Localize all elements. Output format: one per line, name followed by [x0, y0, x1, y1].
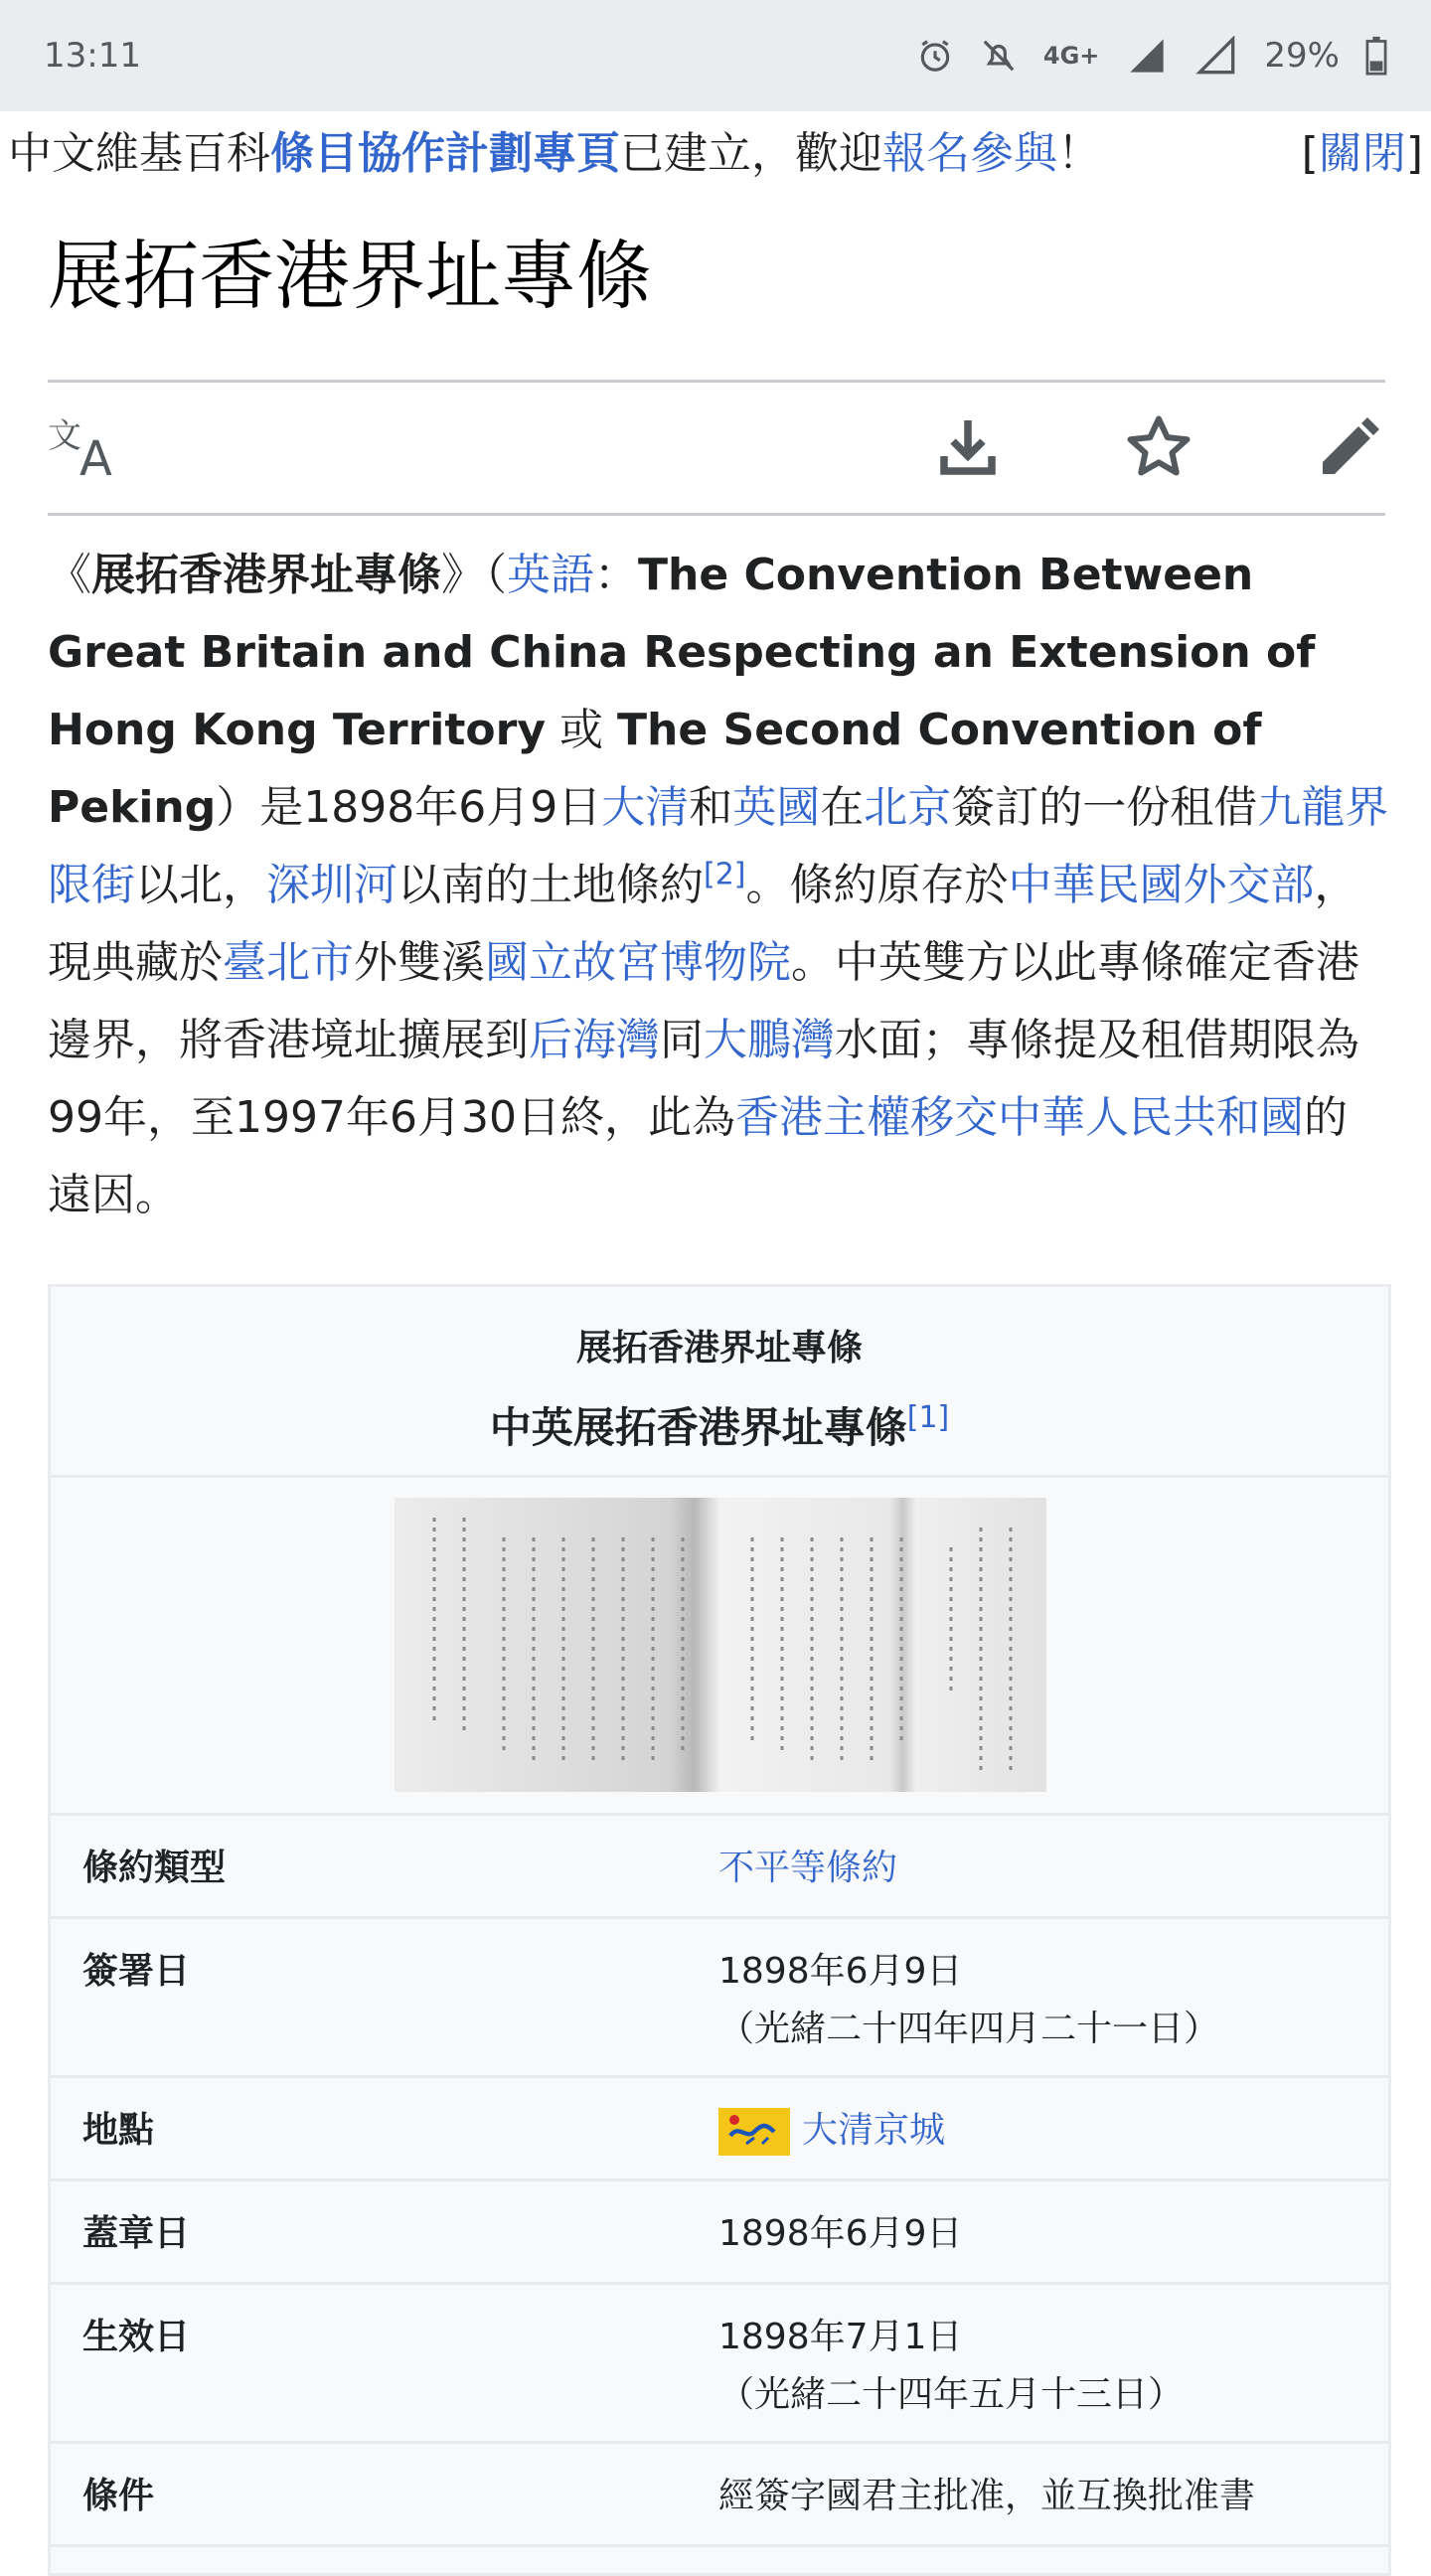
site-notice: [0, 111, 1431, 187]
english-alt-name-bold: The Second Convention of Peking: [48, 705, 1262, 833]
edit-button[interactable]: [1314, 398, 1385, 497]
article-name-bold: 展拓香港界址專條: [91, 550, 441, 600]
svg-text:文: 文: [48, 416, 81, 456]
project-page-link[interactable]: 條目協作計劃專頁: [270, 128, 620, 179]
signal-icon: [1125, 36, 1169, 76]
notice-close: [關閉]: [1301, 128, 1423, 179]
infobox-row-signed: [51, 1919, 1388, 2078]
row-label: 生效日: [82, 2317, 191, 2357]
row-label: 條約類型: [82, 1848, 227, 1888]
battery-percent: 29%: [1264, 36, 1340, 76]
battery-icon: [1365, 36, 1387, 76]
download-button[interactable]: [932, 398, 1004, 497]
english-name-bold: The Convention Between Great Britain and China Respecting an Extension of Hong Kong Territory: [48, 550, 1316, 755]
infobox-row-sealed: [51, 2181, 1388, 2285]
actions-divider: [48, 513, 1385, 516]
row-value: 經簽字國君主批准，並互換批准書: [718, 2476, 1256, 2516]
infobox-row-location: [51, 2078, 1388, 2181]
link-english[interactable]: 英語: [507, 550, 594, 600]
link-britain[interactable]: 英國: [732, 782, 821, 833]
network-type: 4G+: [1042, 42, 1100, 70]
notice-text: 中文維基百科條目協作計劃專頁已建立，歡迎報名參與！: [8, 128, 1101, 179]
watch-button[interactable]: [1123, 398, 1194, 497]
infobox-image-cell: [51, 1478, 1388, 1816]
link-qing[interactable]: 大清: [601, 782, 690, 833]
translate-icon: [48, 415, 123, 479]
row-label: 蓋章日: [82, 2213, 191, 2254]
infobox: [48, 1284, 1391, 2576]
lead-paragraph: 《展拓香港界址專條》（英語：The Convention Between Great Britain and China Respecting an Extension of Hong Kong Territory 或 The Second Convention of Peking）是1898年6月9日大清和英國在北京簽訂的一份租借九龍界限街以北，深圳河以南的土地條約[2]。條約原存於中華民國外交部，現典藏於臺北市外雙溪國立故宮博物院。中英雙方以此專條確定香港邊界，將香港境址擴展到后海灣同大鵬灣水面；專條提及租借期限為99年，至1997年6月30日終，此為香港主權移交中華人民共和國的遠因。: [48, 550, 1389, 1220]
signup-link[interactable]: 報名參與: [882, 128, 1057, 179]
row-value: 1898年6月9日 （光緒二十四年四月二十一日）: [718, 1951, 1220, 2049]
notifications-off-icon: [980, 37, 1018, 75]
infobox-row-effective: [51, 2285, 1388, 2444]
qing-dragon-flag-icon: [718, 2108, 790, 2156]
link-handover[interactable]: 香港主權移交中華人民共和國: [734, 1092, 1304, 1143]
row-label: 地點: [82, 2110, 155, 2151]
edit-pencil-icon: [1314, 411, 1385, 483]
infobox-title: 展拓香港界址專條: [575, 1328, 863, 1368]
infobox-row-treaty-type: [51, 1816, 1388, 1919]
infobox-row-condition: [51, 2444, 1388, 2547]
status-bar: [0, 0, 1431, 111]
close-link[interactable]: 關閉: [1318, 128, 1406, 179]
alarm-icon: [916, 37, 954, 75]
reference-2[interactable]: [2]: [704, 857, 746, 892]
treaty-document-image[interactable]: [395, 1498, 1046, 1792]
status-time: 13:11: [44, 36, 141, 76]
infobox-subtitle: 中英展拓香港界址專條[1]: [489, 1400, 950, 1452]
page-actions: [48, 398, 1385, 497]
link-deep-bay[interactable]: 后海灣: [529, 1015, 660, 1065]
link-unequal-treaty[interactable]: 不平等條約: [718, 1848, 898, 1888]
download-icon: [932, 411, 1004, 483]
link-beijing[interactable]: 北京: [864, 782, 952, 833]
link-palace-museum[interactable]: 國立故宮博物院: [485, 937, 791, 988]
row-value: [718, 2078, 1388, 2178]
signal-empty-icon: [1194, 36, 1238, 76]
status-icons: [916, 36, 1387, 76]
link-qing-capital[interactable]: 大清京城: [802, 2110, 946, 2151]
svg-text:A: A: [80, 431, 112, 479]
link-taipei[interactable]: 臺北市: [223, 937, 354, 988]
row-value: 1898年7月1日 （光緒二十四年五月十三日）: [718, 2317, 1185, 2415]
infobox-header: [51, 1287, 1388, 1478]
link-mirs-bay[interactable]: 大鵬灣: [704, 1015, 835, 1065]
row-label: 條件: [82, 2476, 155, 2516]
reference-1[interactable]: [1]: [906, 1400, 950, 1435]
link-mofa[interactable]: 中華民國外交部: [1008, 860, 1315, 910]
link-shenzhen-river[interactable]: 深圳河: [266, 860, 398, 910]
title-divider: [48, 380, 1385, 383]
row-label: 簽署日: [82, 1951, 191, 1992]
language-button[interactable]: [48, 398, 123, 497]
page-title: 展拓香港界址專條: [48, 232, 652, 320]
row-value: 1898年6月9日: [718, 2213, 963, 2254]
star-icon: [1123, 411, 1194, 483]
link-boundary-street[interactable]: 九龍界限街: [48, 782, 1389, 910]
row-value: [718, 1816, 1388, 1916]
